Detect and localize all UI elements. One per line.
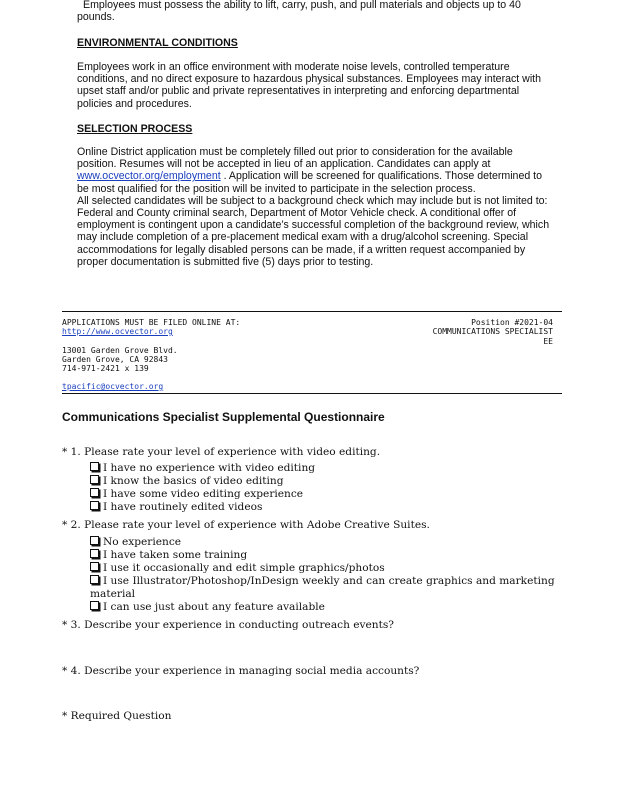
checkbox[interactable]: [90, 601, 99, 610]
checkbox[interactable]: [90, 488, 99, 497]
q2-option[interactable]: [90, 601, 325, 614]
footer-divider: [62, 311, 562, 312]
q1-option-label: I have routinely edited videos: [103, 501, 263, 513]
position-title: COMMUNICATIONS SPECIALIST: [432, 327, 553, 336]
q2-option-label: I use Illustrator/Photoshop/InDesign weekly and can create graphics and marketing: [103, 575, 555, 587]
required-question-note: * Required Question: [62, 710, 172, 722]
q2-option[interactable]: [90, 575, 555, 588]
lifting-requirement-text: Employees must possess the ability to lift, carry, push, and pull materials and objects up to 40 pounds.: [77, 0, 521, 24]
checkbox[interactable]: [90, 475, 99, 484]
question-4: * 4. Describe your experience in managing social media accounts?: [62, 665, 420, 677]
question-2-options: [90, 536, 555, 588]
q2-option[interactable]: [90, 536, 555, 549]
checkbox[interactable]: [90, 462, 99, 471]
q1-option-label: I have some video editing experience: [103, 488, 304, 500]
questionnaire-title: Communications Specialist Supplemental Questionnaire: [62, 410, 385, 424]
q2-option[interactable]: [90, 549, 555, 562]
question-2: * 2. Please rate your level of experience with Adobe Creative Suites.: [62, 519, 430, 531]
environmental-conditions-heading: ENVIRONMENTAL CONDITIONS: [77, 37, 238, 49]
address-line2: Garden Grove, CA 92843: [62, 355, 168, 364]
employment-link[interactable]: www.ocvector.org/employment: [77, 170, 221, 183]
selection-text-part2: . Application will be screened for qualifications. Those determined to be most qualified for the position will be invited to participate in the selection process.: [77, 170, 543, 195]
filed-online-label: APPLICATIONS MUST BE FILED ONLINE AT:: [62, 318, 241, 327]
position-number: Position #2021-04: [471, 318, 553, 327]
question-1: * 1. Please rate your level of experience with video editing.: [62, 446, 381, 458]
q1-option[interactable]: [90, 488, 315, 501]
checkbox[interactable]: [90, 549, 99, 558]
q2-option-label: I use it occasionally and edit simple graphics/photos: [103, 562, 385, 574]
checkbox[interactable]: [90, 536, 99, 545]
q2-option-label: No experience: [103, 536, 182, 548]
checkbox[interactable]: [90, 575, 99, 584]
email-link[interactable]: tpacific@ocvector.org: [62, 382, 164, 391]
question-3: * 3. Describe your experience in conducting outreach events?: [62, 619, 394, 631]
q2-option[interactable]: [90, 562, 555, 575]
q2-option-label: I have taken some training: [103, 549, 248, 561]
ee-label: EE: [543, 337, 553, 346]
selection-process-heading: SELECTION PROCESS: [77, 123, 193, 135]
environmental-conditions-text: Employees work in an office environment with moderate noise levels, controlled temperature conditions, and no direct exposure to hazardous physical substances. Employees may interact with upset staff and/or public and private representatives in interpreting and enforcing departmental policies and procedures.: [77, 61, 542, 110]
q1-option-label: I have no experience with video editing: [103, 462, 316, 474]
q1-option-label: I know the basics of video editing: [103, 475, 284, 487]
q2-option-label: I can use just about any feature available: [103, 601, 325, 613]
selection-process-text: [77, 146, 553, 268]
phone-number: 714-971-2421 x 139: [62, 364, 149, 373]
selection-text-part1: Online District application must be completely filled out prior to consideration for the available position. Resumes will not be accepted in lieu of an application. Candidates can apply at: [77, 146, 513, 171]
address-line1: 13001 Garden Grove Blvd.: [62, 346, 178, 355]
question-1-options: [90, 462, 315, 514]
questionnaire-divider: [62, 393, 562, 394]
checkbox[interactable]: [90, 501, 99, 510]
q1-option[interactable]: [90, 501, 315, 514]
q2-option-continuation: material: [90, 588, 136, 600]
background-check-text: All selected candidates will be subject to a background check which may include but is not limited to: Federal and County criminal search, Department of Motor Vehicle check. A conditional offer of employment is contingent upon a candidate’s successful completion of the background review, which may include completion of a pre-placement medical exam with a drug/alcohol screening. Special accommodations for legally disabled persons can be made, if a written request accompanied by proper documentation is submitted five (5) days prior to testing.: [77, 194, 550, 268]
website-link[interactable]: http://www.ocvector.org: [62, 327, 173, 336]
checkbox[interactable]: [90, 562, 99, 571]
q1-option[interactable]: [90, 475, 315, 488]
q1-option[interactable]: [90, 462, 315, 475]
